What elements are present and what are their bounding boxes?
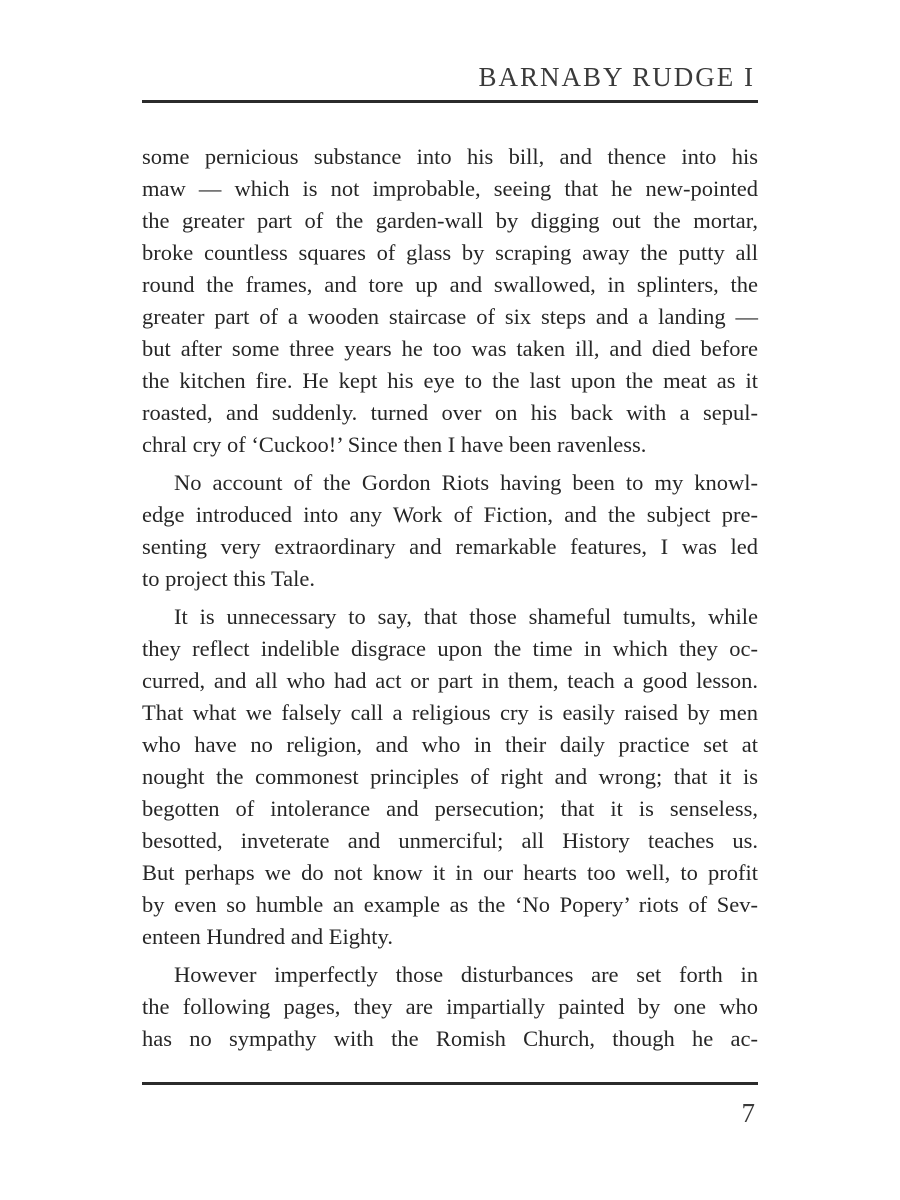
text-line: greater part of a wooden staircase of six steps and a landing — (142, 304, 758, 329)
text-line: begotten of intolerance and persecution; that it is senseless, (142, 796, 758, 821)
text-line: but after some three years he too was taken ill, and died before (142, 336, 758, 361)
text-line: they reflect indelible disgrace upon the time in which they oc- (142, 636, 758, 661)
text-line: However imperfectly those disturbances are set forth in (174, 962, 758, 987)
footer-rule (142, 1082, 758, 1085)
text-line: besotted, inveterate and unmerciful; all History teaches us. (142, 828, 758, 853)
text-line: It is unnecessary to say, that those shameful tumults, while (174, 604, 758, 629)
text-line: round the frames, and tore up and swallowed, in splinters, the (142, 272, 758, 297)
text-line: edge introduced into any Work of Fiction, and the subject pre- (142, 502, 758, 527)
text-line: some pernicious substance into his bill, and thence into his (142, 144, 758, 169)
paragraph (142, 601, 758, 953)
text-line: No account of the Gordon Riots having been to my knowl- (174, 470, 758, 495)
text-line: roasted, and suddenly. turned over on his back with a sepul- (142, 400, 758, 425)
text-line: the following pages, they are impartially painted by one who (142, 994, 758, 1019)
text-line: the greater part of the garden-wall by digging out the mortar, (142, 208, 758, 233)
paragraph (142, 959, 758, 1055)
text-line: by even so humble an example as the ‘No Popery’ riots of Sev- (142, 892, 758, 917)
text-line: But perhaps we do not know it in our hearts too well, to profit (142, 860, 758, 885)
paragraph (142, 141, 758, 461)
text-line: nought the commonest principles of right and wrong; that it is (142, 764, 758, 789)
text-line: who have no religion, and who in their daily practice set at (142, 732, 758, 757)
text-line: senting very extraordinary and remarkable features, I was led (142, 534, 758, 559)
text-line: maw — which is not improbable, seeing that he new-pointed (142, 176, 758, 201)
text-line: the kitchen fire. He kept his eye to the last upon the meat as it (142, 368, 758, 393)
text-line: to project this Tale. (142, 566, 315, 591)
text-line: curred, and all who had act or part in them, teach a good lesson. (142, 668, 758, 693)
body-text (142, 141, 758, 1055)
text-line: enteen Hundred and Eighty. (142, 924, 393, 949)
page-number: 7 (741, 1098, 755, 1128)
paragraph (142, 467, 758, 595)
text-line: has no sympathy with the Romish Church, though he ac- (142, 1026, 758, 1051)
text-line: chral cry of ‘Cuckoo!’ Since then I have been ravenless. (142, 432, 647, 457)
text-line: broke countless squares of glass by scraping away the putty all (142, 240, 758, 265)
header-rule (142, 100, 758, 103)
running-header-title: BARNABY RUDGE I (478, 62, 755, 92)
text-line: That what we falsely call a religious cry is easily raised by men (142, 700, 758, 725)
